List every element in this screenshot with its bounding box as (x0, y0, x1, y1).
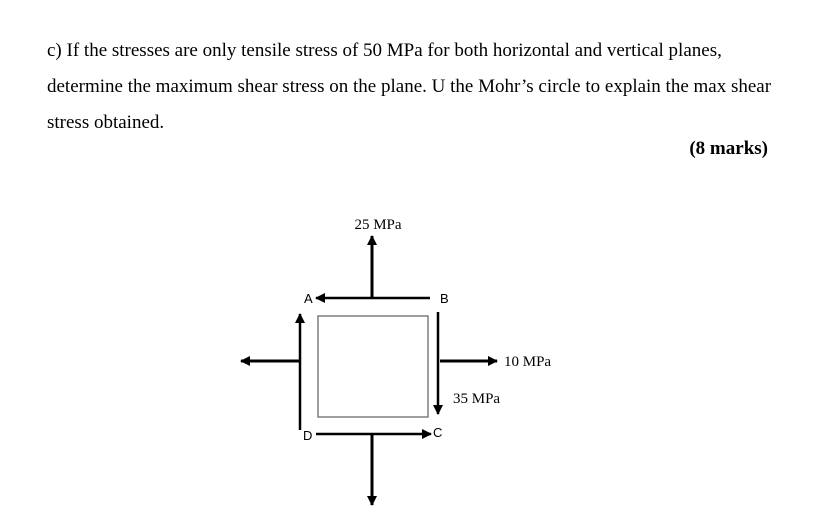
marks-label: (8 marks) (689, 138, 768, 159)
corner-label-c: C (433, 425, 443, 440)
stress-element (318, 316, 428, 417)
top-stress-label: 25 MPa (354, 217, 402, 233)
right-stress-label: 10 MPa (504, 354, 552, 370)
corner-label-d: D (303, 428, 313, 443)
corner-label-b: B (440, 291, 449, 306)
shear-stress-label: 35 MPa (453, 391, 501, 407)
corner-label-a: A (304, 291, 313, 306)
question-text: c) If the stresses are only tensile stress of 50 MPa for both horizontal and vertical planes, determine the maximum shear stress on the plane. U the Mohr’s circle to explain the max shear stress obtained. (47, 40, 772, 133)
